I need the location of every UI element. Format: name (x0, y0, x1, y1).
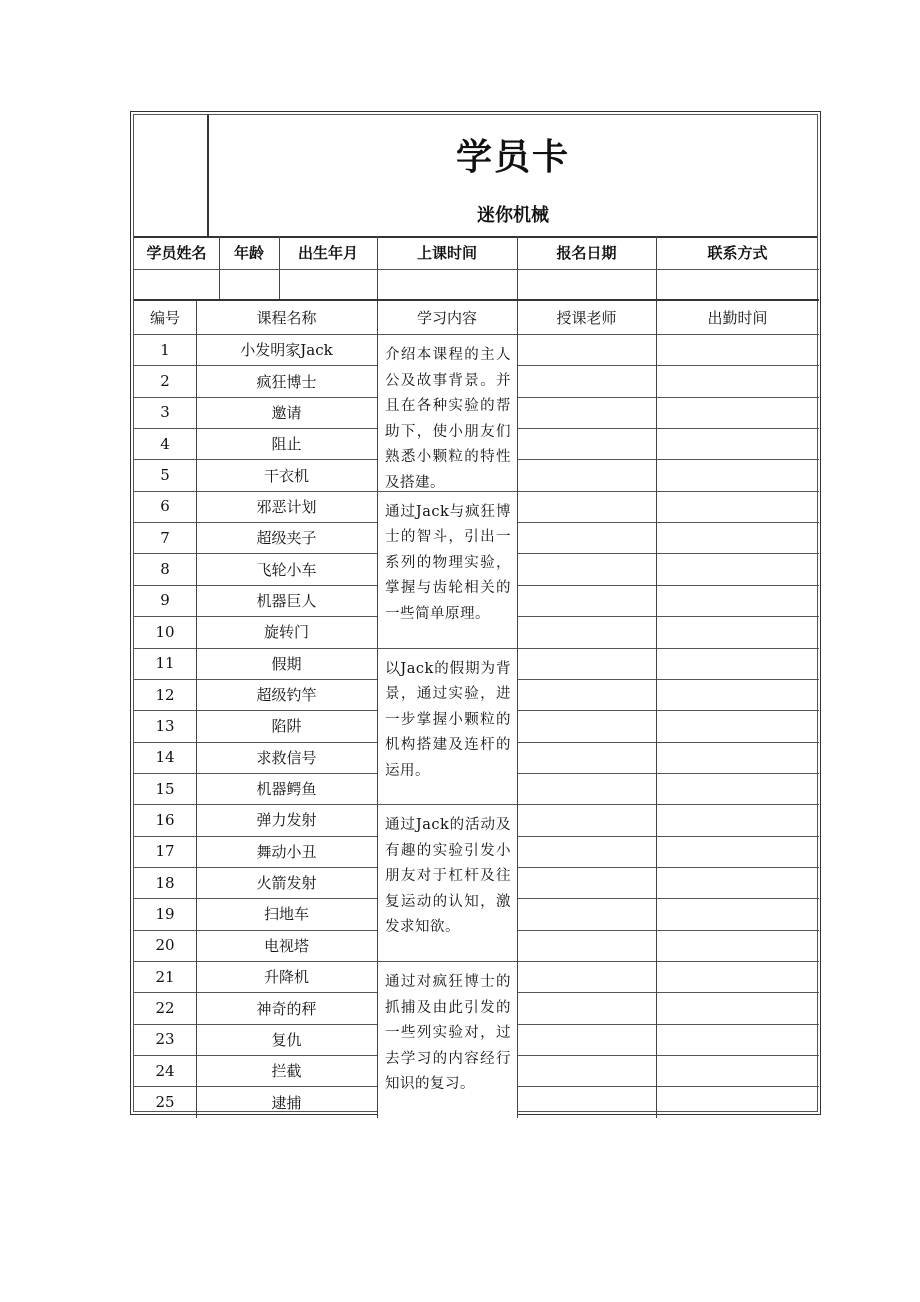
row-divider-right (517, 773, 819, 774)
row-divider-left (134, 616, 377, 617)
teacher-cell[interactable] (517, 898, 656, 929)
lesson-name: 干衣机 (263, 466, 309, 485)
attendance-cell[interactable] (656, 491, 819, 522)
lesson-name: 升降机 (263, 968, 309, 987)
learning-content-block: 通过对疯狂博士的抓捕及由此引发的一些列实验对，过去学习的内容经行知识的复习。 (378, 962, 517, 1118)
lesson-number: 14 (155, 748, 175, 767)
row-divider-right (517, 867, 819, 868)
row-divider-left (134, 491, 377, 492)
birth-date-value (279, 269, 377, 299)
attendance-cell[interactable] (656, 397, 819, 428)
teacher-cell[interactable] (517, 616, 656, 647)
info-row-divider (134, 269, 819, 270)
lesson-number: 4 (160, 434, 170, 453)
card-subtitle: 迷你机械 (477, 205, 549, 226)
learning-content-header: 学习内容 (416, 309, 477, 327)
lesson-number: 3 (160, 403, 170, 422)
registration-date-header: 报名日期 (556, 244, 617, 262)
info-col-divider (219, 236, 220, 299)
row-divider-left (134, 773, 377, 774)
lesson-number: 17 (155, 842, 175, 861)
lesson-name: 机器巨人 (256, 591, 317, 610)
content-group-divider (377, 648, 517, 649)
lesson-name: 复仇 (271, 1030, 302, 1049)
course-col-divider (656, 301, 657, 1118)
row-divider-right (517, 679, 819, 680)
birth-date-header: 出生年月 (297, 244, 358, 262)
row-divider-left (134, 1024, 377, 1025)
attendance-cell[interactable] (656, 428, 819, 459)
class-time-value (377, 269, 517, 299)
lesson-name: 超级夹子 (256, 529, 317, 548)
student-name-header: 学员姓名 (146, 244, 207, 262)
student-card-frame (133, 114, 818, 1112)
lesson-name: 超级钓竿 (256, 686, 317, 705)
lesson-name: 舞动小丑 (256, 842, 317, 861)
teacher-cell[interactable] (517, 710, 656, 741)
row-divider-left (134, 365, 377, 366)
row-divider-right (517, 428, 819, 429)
lesson-name: 求救信号 (256, 748, 317, 767)
row-divider-right (517, 522, 819, 523)
teacher-cell[interactable] (517, 397, 656, 428)
lesson-number: 19 (155, 904, 175, 923)
lesson-number: 6 (160, 497, 170, 516)
attendance-cell[interactable] (656, 1024, 819, 1055)
row-divider-right (517, 898, 819, 899)
attendance-cell[interactable] (656, 898, 819, 929)
contact-value (656, 269, 819, 299)
lesson-name: 旋转门 (263, 623, 309, 642)
learning-content-block: 通过Jack与疯狂博士的智斗，引出一系列的物理实验，掌握与齿轮相关的一些简单原理。 (378, 492, 517, 648)
lesson-name: 小发明家Jack (240, 341, 333, 360)
learning-content-block: 介绍本课程的主人公及故事背景。并且在各种实验的帮助下，使小朋友们熟悉小颗粒的特性及搭建。 (378, 335, 517, 491)
attendance-cell[interactable] (656, 334, 819, 365)
row-divider-right (517, 961, 819, 962)
lesson-number: 2 (160, 372, 170, 391)
teacher-cell[interactable] (517, 522, 656, 553)
lesson-number: 24 (155, 1061, 175, 1080)
lesson-name: 神奇的秤 (256, 999, 317, 1018)
lesson-name: 火箭发射 (256, 874, 317, 893)
registration-date-value (517, 269, 656, 299)
row-divider-left (134, 1055, 377, 1056)
teacher-cell[interactable] (517, 1055, 656, 1086)
attendance-cell[interactable] (656, 679, 819, 710)
attendance-cell[interactable] (656, 836, 819, 867)
teacher-header: 授课老师 (556, 309, 617, 327)
row-divider-right (517, 804, 819, 805)
age-header: 年龄 (233, 244, 264, 262)
attendance-cell[interactable] (656, 522, 819, 553)
row-divider-left (134, 585, 377, 586)
row-divider-right (517, 1086, 819, 1087)
attendance-cell[interactable] (656, 1086, 819, 1117)
attendance-cell[interactable] (656, 773, 819, 804)
attendance-cell[interactable] (656, 365, 819, 396)
teacher-cell[interactable] (517, 459, 656, 490)
row-divider-right (517, 585, 819, 586)
attendance-cell[interactable] (656, 961, 819, 992)
row-divider-left (134, 898, 377, 899)
row-divider-left (134, 522, 377, 523)
card-header (134, 115, 817, 238)
teacher-cell[interactable] (517, 334, 656, 365)
learning-content-block: 通过Jack的活动及有趣的实验引发小朋友对于杠杆及往复运动的认知，激发求知欲。 (378, 805, 517, 961)
lesson-name: 机器鳄鱼 (256, 780, 317, 799)
lesson-number: 20 (155, 936, 175, 955)
row-divider-left (134, 428, 377, 429)
attendance-time-header: 出勤时间 (707, 309, 768, 327)
teacher-cell[interactable] (517, 553, 656, 584)
lesson-number: 21 (155, 967, 175, 986)
learning-content-block: 以Jack的假期为背景，通过实验，进一步掌握小颗粒的机构搭建及连杆的运用。 (378, 649, 517, 805)
attendance-cell[interactable] (656, 992, 819, 1023)
contact-header: 联系方式 (707, 244, 768, 262)
row-divider-right (517, 648, 819, 649)
row-divider-left (134, 679, 377, 680)
lesson-number: 7 (160, 528, 170, 547)
row-divider-right (517, 365, 819, 366)
row-divider-left (134, 1086, 377, 1087)
student-name-value (134, 269, 219, 299)
info-col-divider (517, 236, 518, 299)
teacher-cell[interactable] (517, 961, 656, 992)
number-header: 编号 (149, 309, 180, 327)
lesson-number: 13 (155, 716, 175, 735)
card-title: 学员卡 (455, 137, 570, 178)
lesson-number: 1 (160, 340, 170, 359)
teacher-cell[interactable] (517, 773, 656, 804)
attendance-cell[interactable] (656, 1055, 819, 1086)
row-divider-left (134, 710, 377, 711)
row-divider-right (517, 930, 819, 931)
attendance-cell[interactable] (656, 553, 819, 584)
age-value (219, 269, 279, 299)
row-divider-left (134, 397, 377, 398)
lesson-number: 5 (160, 466, 170, 485)
lesson-name: 假期 (271, 654, 302, 673)
lesson-number: 8 (160, 560, 170, 579)
content-group-divider (377, 961, 517, 962)
row-divider-left (134, 961, 377, 962)
course-name-header: 课程名称 (256, 309, 317, 327)
row-divider-left (134, 648, 377, 649)
row-divider-left (134, 742, 377, 743)
teacher-cell[interactable] (517, 679, 656, 710)
row-divider-right (517, 397, 819, 398)
row-divider-right (517, 992, 819, 993)
lesson-name: 逮捕 (271, 1093, 302, 1112)
lesson-number: 9 (160, 591, 170, 610)
teacher-cell[interactable] (517, 930, 656, 961)
info-col-divider (279, 236, 280, 299)
teacher-cell[interactable] (517, 428, 656, 459)
teacher-cell[interactable] (517, 742, 656, 773)
lesson-name: 弹力发射 (256, 811, 317, 830)
lesson-name: 拦截 (271, 1062, 302, 1081)
row-divider-right (517, 710, 819, 711)
teacher-cell[interactable] (517, 867, 656, 898)
row-divider-right (517, 459, 819, 460)
row-divider-left (134, 992, 377, 993)
lesson-name: 陷阱 (271, 717, 302, 736)
row-divider-left (134, 930, 377, 931)
row-divider-right (517, 491, 819, 492)
lesson-name: 邀请 (271, 403, 302, 422)
lesson-number: 16 (155, 810, 175, 829)
lesson-number: 22 (155, 999, 175, 1018)
lesson-name: 扫地车 (263, 905, 309, 924)
row-divider-left (134, 459, 377, 460)
course-col-divider (196, 301, 197, 1118)
row-divider-left (134, 836, 377, 837)
lesson-name: 电视塔 (263, 936, 309, 955)
lesson-number: 25 (155, 1093, 175, 1112)
info-col-divider (656, 236, 657, 299)
row-divider-right (517, 1055, 819, 1056)
attendance-cell[interactable] (656, 585, 819, 616)
lesson-name: 邪恶计划 (256, 497, 317, 516)
attendance-cell[interactable] (656, 648, 819, 679)
attendance-cell[interactable] (656, 867, 819, 898)
lesson-number: 23 (155, 1030, 175, 1049)
lesson-number: 10 (155, 622, 175, 641)
row-divider-left (134, 867, 377, 868)
content-group-divider (377, 804, 517, 805)
attendance-cell[interactable] (656, 459, 819, 490)
lesson-name: 阻止 (271, 435, 302, 454)
lesson-number: 15 (155, 779, 175, 798)
teacher-cell[interactable] (517, 992, 656, 1023)
attendance-cell[interactable] (656, 930, 819, 961)
header-blank-cell (134, 115, 209, 236)
teacher-cell[interactable] (517, 491, 656, 522)
row-divider-right (517, 616, 819, 617)
class-time-header: 上课时间 (416, 244, 477, 262)
course-col-divider (517, 301, 518, 1118)
attendance-cell[interactable] (656, 616, 819, 647)
lesson-name: 飞轮小车 (256, 560, 317, 579)
teacher-cell[interactable] (517, 1086, 656, 1117)
teacher-cell[interactable] (517, 1024, 656, 1055)
row-divider-left (134, 804, 377, 805)
attendance-cell[interactable] (656, 742, 819, 773)
teacher-cell[interactable] (517, 365, 656, 396)
info-col-divider (377, 236, 378, 299)
attendance-cell[interactable] (656, 710, 819, 741)
lesson-number: 18 (155, 873, 175, 892)
row-divider-right (517, 742, 819, 743)
teacher-cell[interactable] (517, 836, 656, 867)
student-card (130, 111, 821, 1115)
row-divider-left (134, 553, 377, 554)
row-divider-right (517, 836, 819, 837)
row-divider-right (517, 553, 819, 554)
lesson-number: 12 (155, 685, 175, 704)
content-group-divider (377, 491, 517, 492)
teacher-cell[interactable] (517, 585, 656, 616)
row-divider-right (517, 1024, 819, 1025)
teacher-cell[interactable] (517, 648, 656, 679)
lesson-name: 疯狂博士 (256, 372, 317, 391)
lesson-number: 11 (155, 654, 175, 673)
attendance-cell[interactable] (656, 804, 819, 835)
teacher-cell[interactable] (517, 804, 656, 835)
